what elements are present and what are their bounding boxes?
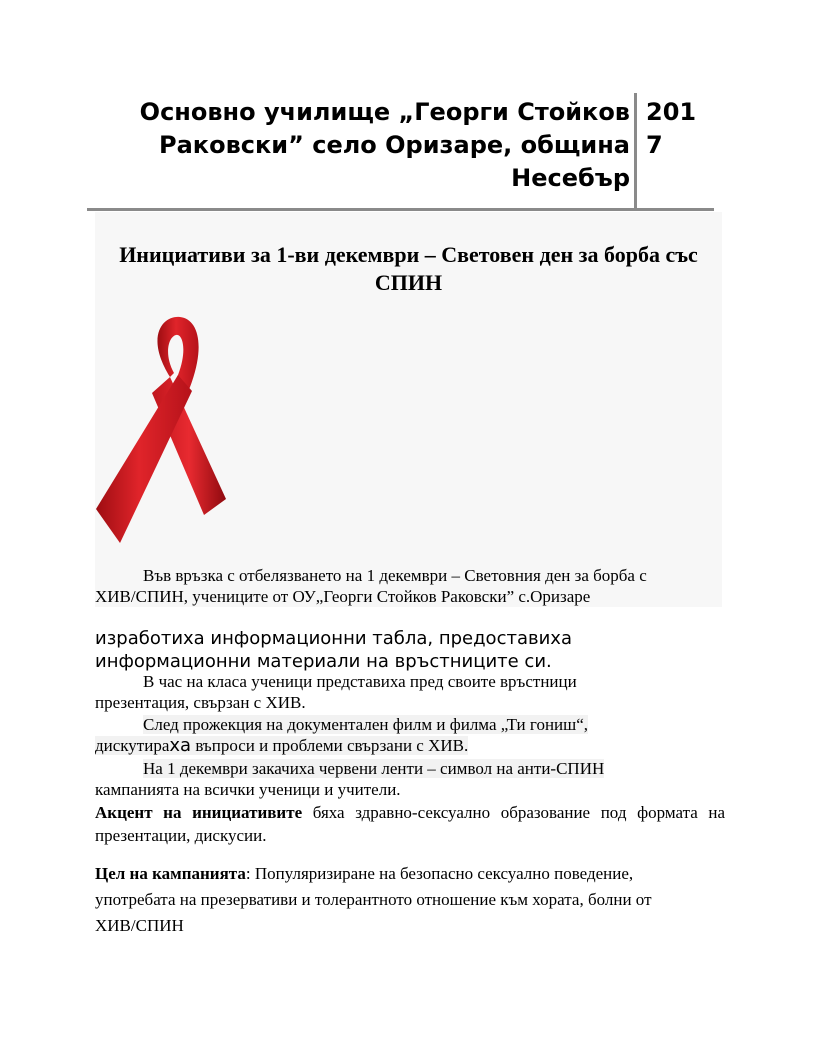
year (646, 96, 706, 162)
paragraph-6 (95, 801, 725, 847)
paragraph-4 (95, 714, 725, 756)
paragraph-2-line2: информационни материали на връстниците си. (95, 651, 552, 672)
paragraph-2-line1: изработиха информационни табла, предоставиха (95, 628, 572, 649)
paragraph-4-line2b: ха (169, 735, 192, 756)
paragraph-4-line2c: въпроси и проблеми свързани с ХИВ. (191, 736, 469, 755)
paragraph-5-line2: кампанията на всички ученици и учители. (95, 780, 401, 799)
paragraph-1-line1: Във връзка с отбелязването на 1 декември – Световния ден за борба с (143, 566, 647, 585)
paragraph-3 (95, 671, 725, 713)
paragraph-6-bold: Акцент на инициативите (95, 803, 303, 822)
paragraph-3-line2: презентация, свързан с ХИВ. (95, 693, 306, 712)
paragraph-7-line3: ХИВ/СПИН (95, 916, 184, 935)
school-name (110, 96, 630, 195)
school-name-line3: Несебър (511, 164, 630, 192)
paragraph-5 (95, 758, 725, 800)
paragraph-7-line2: употребата на презервативи и толерантното отношение към хората, болни от (95, 890, 652, 909)
school-name-line2: Раковски” село Оризаре, община (159, 131, 630, 159)
year-part2: 7 (646, 131, 663, 159)
paragraph-4-line1: След прожекция на документален филм и филма „Ти гониш“, (143, 715, 589, 734)
paragraph-7-line1: : Популяризиране на безопасно сексуално поведение, (245, 864, 634, 883)
paragraph-7-bold: Цел на кампанията (95, 864, 246, 883)
paragraph-7 (95, 861, 725, 939)
title-line1: Инициативи за 1-ви декември – Световен ден за борба със (119, 242, 698, 267)
red-ribbon-icon (94, 315, 230, 545)
paragraph-4-line2a: дискутира (95, 736, 170, 755)
header-vertical-divider (634, 93, 637, 210)
paragraph-5-line1: На 1 декември закачиха червени ленти – символ на анти-СПИН (143, 759, 605, 778)
page-title (95, 241, 722, 297)
year-part1: 201 (646, 98, 697, 126)
paragraph-2 (95, 627, 725, 673)
header-divider (87, 208, 714, 211)
school-name-line1: Основно училище „Георги Стойков (139, 98, 630, 126)
paragraph-1 (95, 565, 725, 607)
title-line2: СПИН (374, 270, 443, 295)
paragraph-3-line1: В час на класа ученици представиха пред своите връстници (143, 672, 577, 691)
paragraph-1-line2: ХИВ/СПИН, учениците от ОУ„Георги Стойков Раковски” с.Оризаре (95, 587, 591, 606)
paragraph-6-rest: бяха здравно-сексуално образование под формата на презентации, дискусии. (95, 803, 726, 845)
